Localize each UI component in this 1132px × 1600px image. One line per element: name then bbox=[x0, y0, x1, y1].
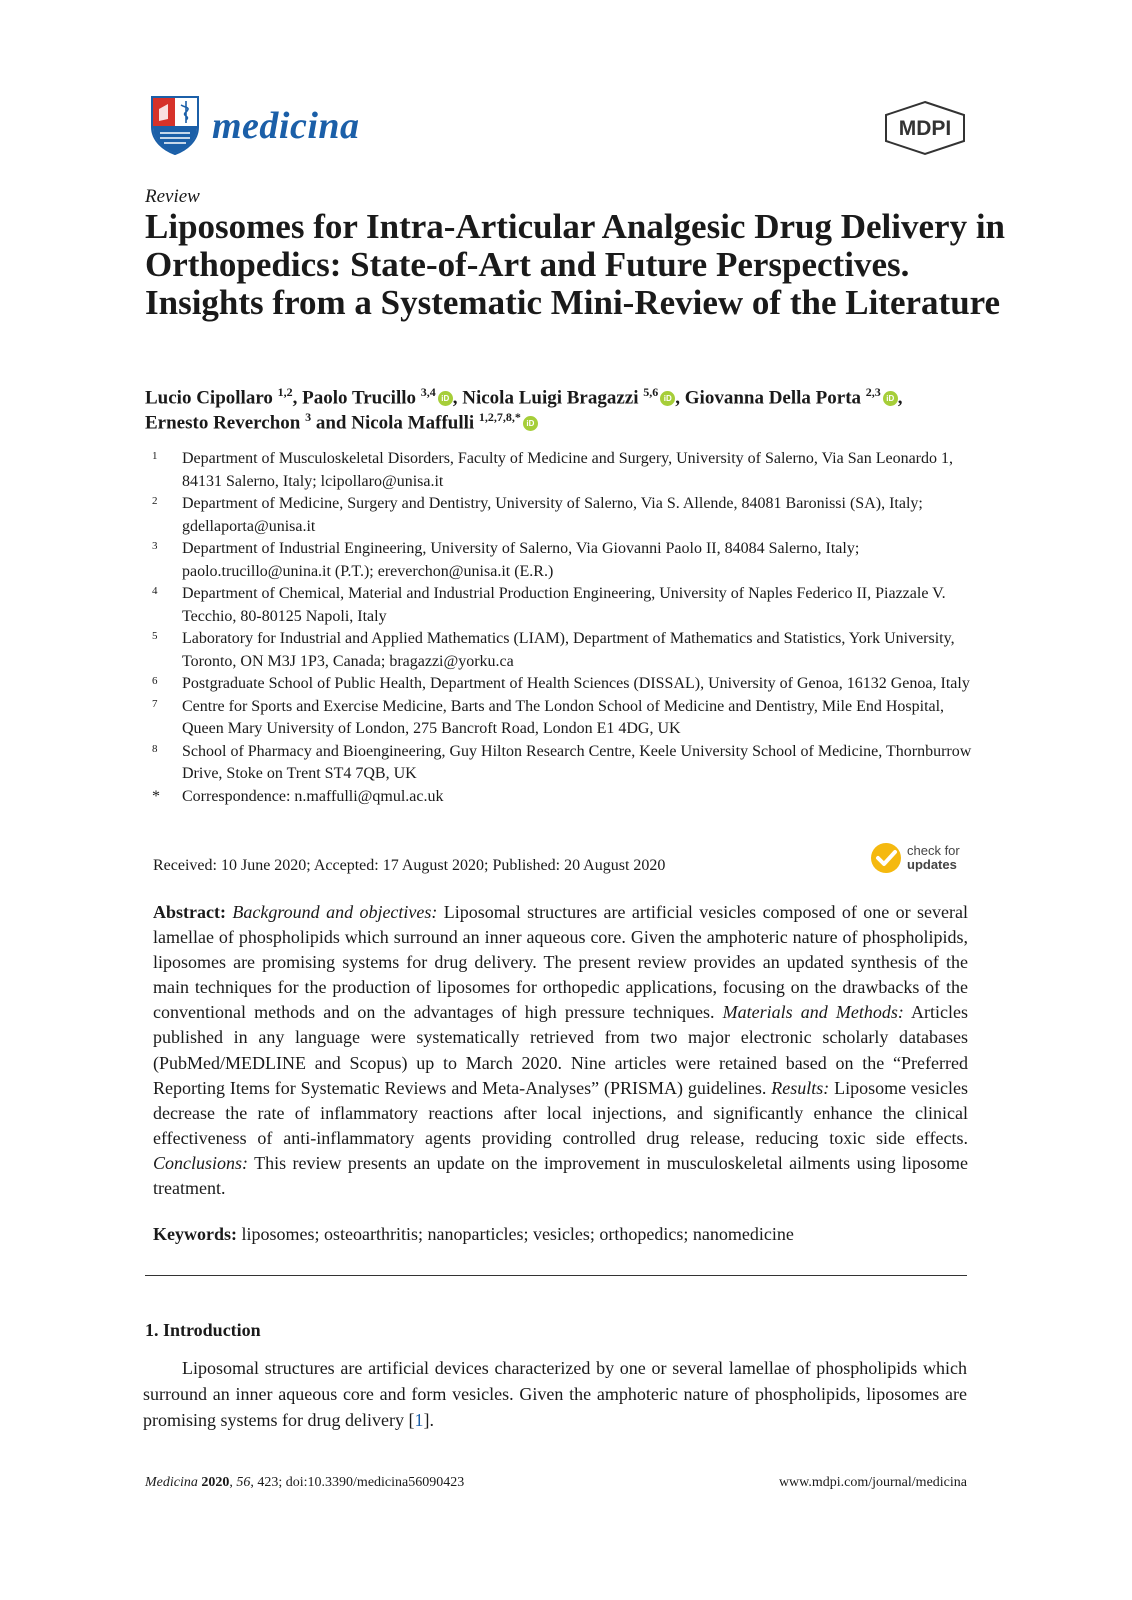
correspondence-item bbox=[145, 786, 985, 809]
orcid-icon[interactable]: iD bbox=[883, 391, 898, 406]
affiliation-number: 6 bbox=[152, 675, 158, 687]
author-affiliation-sup: 3,4 bbox=[420, 385, 436, 399]
affiliation-text: Postgraduate School of Public Health, Department of Health Sciences (DISSAL), University of Genoa, 16132 Genoa, Italy bbox=[182, 675, 970, 692]
author-affiliation-sup: 1,2,7,8,* bbox=[478, 410, 521, 424]
mdpi-logo bbox=[880, 100, 970, 156]
affiliation-item bbox=[145, 583, 985, 628]
affiliation-number: 4 bbox=[152, 585, 158, 597]
author-line-1 bbox=[145, 385, 903, 409]
affiliation-text: School of Pharmacy and Bioengineering, Guy Hilton Research Centre, Keele University School of Medicine, Thornburrow Drive, Stoke on Trent ST4 7QB, UK bbox=[182, 742, 972, 782]
abstract-background-label: Background and objectives: bbox=[232, 902, 438, 922]
affiliation-number: 7 bbox=[152, 697, 158, 710]
affiliation-text: Laboratory for Industrial and Applied Mathematics (LIAM), Department of Mathematics and Statistics, York University, Toronto, ON M3J 1P3, Canada; bragazzi@yorku.ca bbox=[182, 630, 955, 670]
affiliation-item bbox=[145, 448, 985, 493]
author-name[interactable]: Nicola Maffulli bbox=[351, 412, 475, 434]
citation-link[interactable]: 1 bbox=[414, 1410, 424, 1430]
abstract bbox=[153, 900, 968, 1201]
footer-year: 2020 bbox=[201, 1475, 230, 1490]
affiliation-number: 5 bbox=[152, 630, 158, 642]
abstract-results: Liposome vesicles decrease the rate of inflammatory reactions after local injections, and significantly enhance the clinical effectiveness of anti-inflammatory agents providing controlled drug release, reducing toxic side effects. bbox=[153, 1077, 968, 1148]
author-separator: , bbox=[292, 387, 298, 409]
article-type: Review bbox=[145, 186, 200, 207]
affiliation-text: Department of Industrial Engineering, University of Salerno, Via Giovanni Paolo II, 84084 Salerno, Italy; paolo.trucillo@unina.it (P.T.); ereverchon@unisa.it (E.R.) bbox=[182, 540, 860, 580]
section-divider bbox=[145, 1275, 967, 1276]
author-affiliation-sup: 3 bbox=[305, 410, 312, 424]
author-name[interactable]: Ernesto Reverchon bbox=[145, 412, 301, 434]
orcid-icon[interactable]: iD bbox=[523, 416, 538, 431]
footer-journal-url[interactable]: www.mdpi.com/journal/medicina bbox=[778, 1475, 967, 1490]
correspondence-mark: * bbox=[152, 787, 160, 805]
affiliation-number: 8 bbox=[152, 742, 158, 755]
affiliation-text: Department of Chemical, Material and Industrial Production Engineering, University of Naples Federico II, Piazzale V. Tecchio, 80-80125 Napoli, Italy bbox=[182, 585, 946, 625]
affiliation-text: Centre for Sports and Exercise Medicine, Barts and The London School of Medicine and Dentistry, Mile End Hospital, Queen Mary University of London, 275 Bancroft Road, London E1 4DG, UK bbox=[182, 697, 945, 737]
affiliation-text: Department of Musculoskeletal Disorders, Faculty of Medicine and Surgery, University of Salerno, Via San Leonardo 1, 84131 Salerno, Italy; lcipollaro@unisa.it bbox=[182, 450, 954, 490]
author-separator: , bbox=[452, 387, 458, 409]
keywords bbox=[153, 1224, 968, 1245]
abstract-conclusions: This review presents an update on the improvement in musculoskeletal ailments using liposome treatment. bbox=[153, 1152, 968, 1199]
footer-doi: , 423; doi:10.3390/medicina56090423 bbox=[250, 1475, 465, 1490]
author-affiliation-sup: 5,6 bbox=[643, 385, 659, 399]
abstract-results-label: Results: bbox=[771, 1077, 830, 1098]
affiliation-item bbox=[145, 741, 985, 786]
affiliation-text: Department of Medicine, Surgery and Dentistry, University of Salerno, Via S. Allende, 84081 Baronissi (SA), Italy; gdellaporta@unisa.it bbox=[182, 495, 923, 535]
affiliation-number: 1 bbox=[152, 450, 158, 462]
author-name[interactable]: Lucio Cipollaro bbox=[145, 387, 273, 409]
correspondence-text[interactable]: Correspondence: n.maffulli@qmul.ac.uk bbox=[182, 787, 444, 805]
footer-volume: 56 bbox=[236, 1475, 251, 1490]
affiliation-item bbox=[145, 696, 985, 741]
section-heading-introduction: 1. Introduction bbox=[145, 1320, 261, 1340]
author-affiliation-sup: 2,3 bbox=[865, 385, 881, 399]
mdpi-logo-text: MDPI bbox=[898, 117, 952, 140]
orcid-icon[interactable]: iD bbox=[660, 391, 675, 406]
affiliation-number: 2 bbox=[152, 495, 158, 507]
author-separator: , bbox=[897, 387, 903, 409]
abstract-methods-label: Materials and Methods: bbox=[722, 1002, 904, 1023]
affiliation-item bbox=[145, 628, 985, 673]
check-updates-line2: updates bbox=[907, 857, 957, 872]
footer-journal: Medicina bbox=[145, 1475, 198, 1490]
keywords-label: Keywords: bbox=[153, 1224, 237, 1244]
check-updates-icon bbox=[870, 842, 902, 874]
intro-text-end: ]. bbox=[423, 1410, 434, 1430]
medicina-shield-logo bbox=[150, 95, 200, 155]
affiliation-item bbox=[145, 538, 985, 583]
abstract-methods: Articles published in any language were systematically retrieved from two major electronic scholarly databases (PubMed/MEDLINE and Scopus) up to March 2020. Nine articles were retained based on the “Preferred Reporting Items for Systematic Reviews and Meta-Analyses” (PRISMA) guidelines. bbox=[153, 1002, 969, 1098]
check-updates-line1: check for bbox=[907, 843, 960, 858]
affiliations-list bbox=[145, 448, 985, 808]
footer-citation: Medicina 2020, 56, 423; doi:10.3390/medicina56090423 bbox=[145, 1475, 465, 1490]
article-title: Liposomes for Intra-Articular Analgesic Drug Delivery in Orthopedics: State-of-Art and Future Perspectives. Insights from a Systematic Mini-Review of the Literature bbox=[145, 207, 1006, 322]
author-affiliation-sup: 1,2 bbox=[277, 385, 293, 399]
author-line-2 bbox=[145, 410, 538, 434]
affiliation-item bbox=[145, 673, 985, 696]
orcid-icon[interactable]: iD bbox=[438, 391, 453, 406]
keywords-text: liposomes; osteoarthritis; nanoparticles; vesicles; orthopedics; nanomedicine bbox=[241, 1224, 794, 1244]
affiliation-item bbox=[145, 493, 985, 538]
publication-dates: Received: 10 June 2020; Accepted: 17 August 2020; Published: 20 August 2020 bbox=[153, 857, 666, 874]
author-separator: and bbox=[311, 412, 347, 434]
abstract-label: Abstract: bbox=[153, 902, 226, 922]
abstract-background: Liposomal structures are artificial vesicles composed of one or several lamellae of phospholipids which surround an inner aqueous core. Given the amphoteric nature of phospholipids, liposomes are promising systems for drug delivery. The present review provides an updated synthesis of the main techniques for the production of liposomes for orthopedic applications, focusing on the drawbacks of the conventional methods and on the advantages of high pressure techniques. bbox=[153, 902, 969, 1023]
abstract-conclusions-label: Conclusions: bbox=[153, 1152, 249, 1173]
check-for-updates-button[interactable] bbox=[870, 840, 970, 876]
affiliation-number: 3 bbox=[152, 540, 158, 552]
author-name[interactable]: Paolo Trucillo bbox=[302, 387, 416, 409]
introduction-paragraph bbox=[143, 1355, 967, 1433]
author-name[interactable]: Nicola Luigi Bragazzi bbox=[462, 387, 639, 409]
journal-name: medicina bbox=[212, 105, 360, 147]
author-separator: , bbox=[675, 387, 681, 409]
author-name[interactable]: Giovanna Della Porta bbox=[684, 387, 862, 409]
intro-text: Liposomal structures are artificial devices characterized by one or several lamellae of phospholipids which surround an inner aqueous core and form vesicles. Given the amphoteric nature of phospholipids, liposomes are promising systems for drug delivery [ bbox=[143, 1358, 967, 1430]
